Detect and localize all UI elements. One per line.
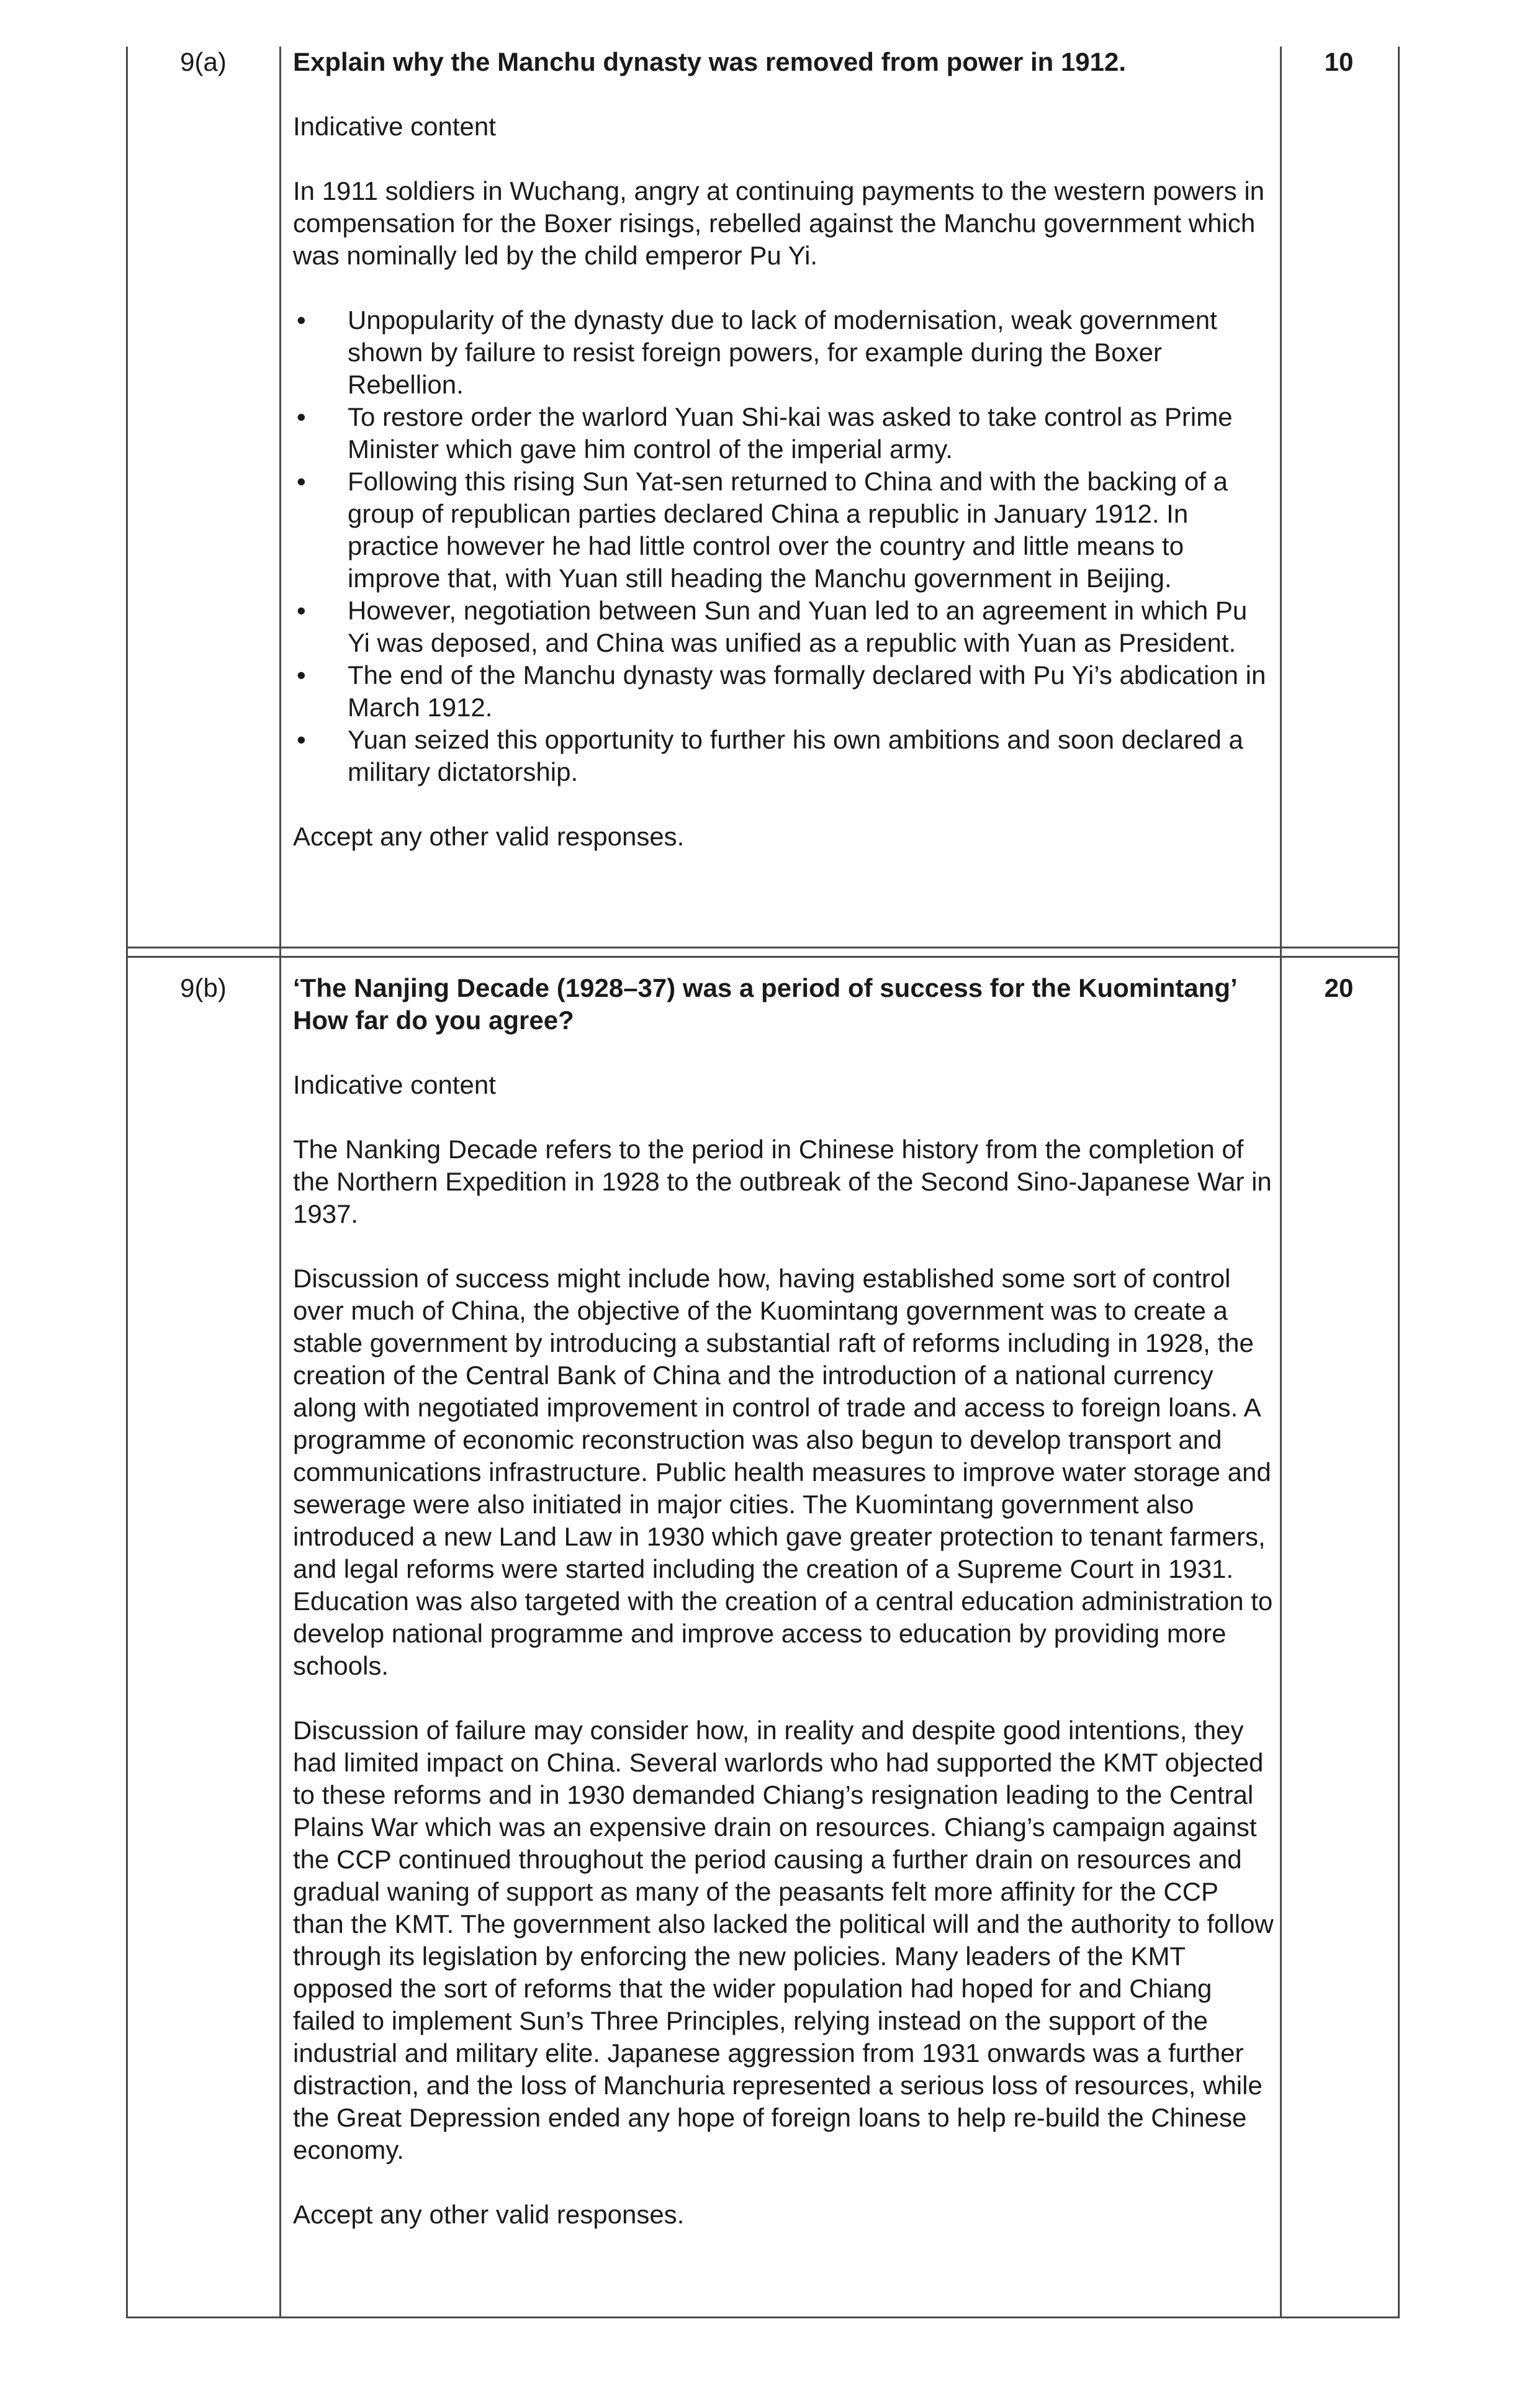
row-divider-bottom — [126, 956, 1400, 958]
answer-content-9a — [293, 46, 1274, 853]
bullet-icon: • — [297, 596, 306, 625]
list-item: • Yuan seized this opportunity to further his own ambitions and soon declared a military dictatorship. — [297, 725, 1243, 786]
question-text-9a: Explain why the Manchu dynasty was removed from power in 1912. — [293, 47, 1127, 76]
closing-note-9b: Accept any other valid responses. — [293, 2200, 685, 2229]
intro-paragraph-9a: In 1911 soldiers in Wuchang, angry at continuing payments to the western powers in compensation for the Boxer risings, rebelled against the Manchu government which was nominally led by the child emperor Pu Yi. — [293, 176, 1265, 270]
paragraph-failure-9b: Discussion of failure may consider how, in reality and despite good intentions, they had limited impact on China. Several warlords who had supported the KMT objected to these reforms and in 1930 demanded Chiang’s resignation leading to the Central Plains War which was an expensive drain on resources. Chiang’s campaign against the CCP continued throughout the period causing a further drain on resources and gradual waning of support as many of the peasants felt more affinity for the CCP than the KMT. The government also lacked the political will and the authority to follow through its legislation by enforcing the new policies. Many leaders of the KMT opposed the sort of reforms that the wider population had hoped for and Chiang failed to implement Sun’s Three Principles, relying instead on the support of the industrial and military elite. Japanese aggression from 1931 onwards was a further distraction, and the loss of Manchuria represented a serious loss of resources, while the Great Depression ended any hope of foreign loans to help re-build the Chinese economy. — [293, 1716, 1274, 2164]
closing-note-9a: Accept any other valid responses. — [293, 822, 685, 851]
bullet-icon: • — [297, 402, 306, 431]
bullet-icon: • — [297, 725, 306, 754]
bullet-icon: • — [297, 660, 306, 690]
list-item: • Following this rising Sun Yat-sen returned to China and with the backing of a group of republican parties declared China a republic in January 1912. In practice however he had little control over the country and little means to improve that, with Yuan still heading the Manchu government in Beijing. — [297, 467, 1228, 593]
indicative-label-9a: Indicative content — [293, 112, 496, 141]
bullet-icon: • — [297, 467, 306, 496]
list-item: • However, negotiation between Sun and Yuan led to an agreement in which Pu Yi was deposed, and China was unified as a republic with Yuan as President. — [297, 596, 1248, 657]
bullet-icon: • — [297, 305, 306, 335]
column-divider-question — [279, 47, 281, 2318]
question-number-9a: 9(a) — [180, 47, 227, 76]
paragraph-context-9b: The Nanking Decade refers to the period in Chinese history from the completion of the Northern Expedition in 1928 to the outbreak of the Second Sino-Japanese War in 1937. — [293, 1135, 1272, 1228]
paragraph-success-9b: Discussion of success might include how, having established some sort of control over much of China, the objective of the Kuomintang government was to create a stable government by introducing a substantial raft of reforms including in 1928, the creation of the Central Bank of China and the introduction of a national currency along with negotiated improvement in control of trade and access to foreign loans. A programme of economic reconstruction was also begun to develop transport and communications infrastructure. Public health measures to improve water storage and sewerage were also initiated in major cities. The Kuomintang government also introduced a new Land Law in 1930 which gave greater protection to tenant farmers, and legal reforms were started including the creation of a Supreme Court in 1931. Education was also targeted with the creation of a central education administration to develop national programme and improve access to education by providing more schools. — [293, 1264, 1273, 1680]
list-item: • The end of the Manchu dynasty was formally declared with Pu Yi’s abdication in March 1912. — [297, 660, 1266, 722]
column-divider-marks — [1280, 47, 1282, 2318]
marks-9b: 20 — [1324, 973, 1354, 1002]
table-border-bottom — [126, 2316, 1400, 2318]
indicative-label-9b: Indicative content — [293, 1070, 496, 1099]
question-number-9b: 9(b) — [180, 973, 227, 1002]
marks-9a: 10 — [1324, 47, 1354, 76]
table-border-right — [1398, 47, 1400, 2318]
row-divider-top — [126, 947, 1400, 948]
table-border-left — [126, 47, 128, 2318]
list-item: • Unpopularity of the dynasty due to lack of modernisation, weak government shown by failure to resist foreign powers, for example during the Boxer Rebellion. — [297, 305, 1217, 399]
question-text-9b: ‘The Nanjing Decade (1928–37) was a period of success for the Kuomintang’ How far do you agree? — [293, 973, 1236, 1035]
answer-content-9b — [293, 972, 1274, 2231]
bullet-list-9a — [293, 304, 1274, 788]
list-item: • To restore order the warlord Yuan Shi-kai was asked to take control as Prime Minister which gave him control of the imperial army. — [297, 402, 1233, 464]
